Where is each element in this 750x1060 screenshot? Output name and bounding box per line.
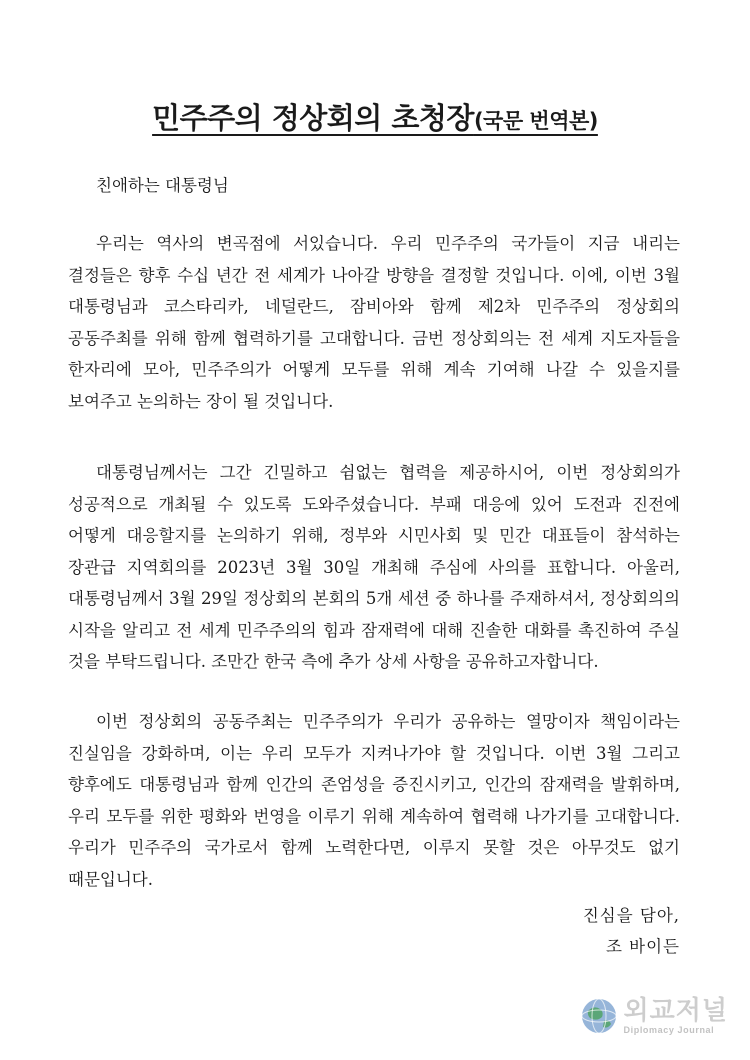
closing-block <box>583 900 680 962</box>
title-sub: (국문 번역본) <box>473 109 598 133</box>
salutation: 친애하는 대통령님 <box>96 176 229 195</box>
signature: 조 바이든 <box>605 937 680 956</box>
paragraph-2: 대통령님께서는 그간 긴밀하고 쉼없는 협력을 제공하시어, 이번 정상회의가 성공적으로 개최될 수 있도록 도와주셨습니다. 부패 대응에 있어 도전과 진전에 어떻게 대응할지를 논의하기 위해, 정부와 시민사회 및 민간 대표들이 참석하는 장관급 지역회의를 2023년 3월 30일 개최해 주심에 사의를 표합니다. 아울러, 대통령님께서 3월 29일 정상회의 본회의 5개 세션 중 하나를 주재하셔서, 정상회의의 시작을 알리고 전 세계 민주주의의 힘과 잠재력에 대해 진솔한 대화를 촉진하여 주실 것을 부탁드립니다. 조만간 한국 측에 추가 상세 사항을 공유하고자합니다. <box>68 463 680 671</box>
title-main: 민주주의 정상회의 초청장 <box>152 101 474 135</box>
globe-icon <box>580 997 618 1035</box>
watermark-name-en: Diplomacy Journal <box>623 1024 715 1035</box>
paragraph-3: 이번 정상회의 공동주최는 민주주의가 우리가 공유하는 열망이자 책임이라는 진실임을 강화하며, 이는 우리 모두가 지켜나가야 할 것입니다. 이번 3월 그리고 향후에도 대통령님과 함께 인간의 존엄성을 증진시키고, 인간의 잠재력을 발휘하며, 우리 모두를 위한 평화와 번영을 이루기 위해 계속하여 협력해 나가기를 고대합니다. 우리가 민주주의 국가로서 함께 노력한다면, 이루지 못할 것은 아무것도 없기 때문입니다. <box>68 712 680 889</box>
closing-phrase: 진심을 담아, <box>582 906 680 925</box>
diplomacy-journal-watermark <box>580 997 728 1035</box>
paragraph-1: 우리는 역사의 변곡점에 서있습니다. 우리 민주주의 국가들이 지금 내리는 결정들은 향후 수십 년간 전 세계가 나아갈 방향을 결정할 것입니다. 이에, 이번 3월 대통령님과 코스타리카, 네덜란드, 잠비아와 함께 제2차 민주주의 정상회의 공동주최를 위해 함께 협력하기를 고대합니다. 금번 정상회의는 전 세계 지도자들을 한자리에 모아, 민주주의가 어떻게 모두를 위해 계속 기여해 나갈 수 있을지를 보여주고 논의하는 장이 될 것입니다. <box>68 234 680 411</box>
watermark-name-kr: 외교저널 <box>623 995 728 1026</box>
document-title <box>0 96 750 137</box>
